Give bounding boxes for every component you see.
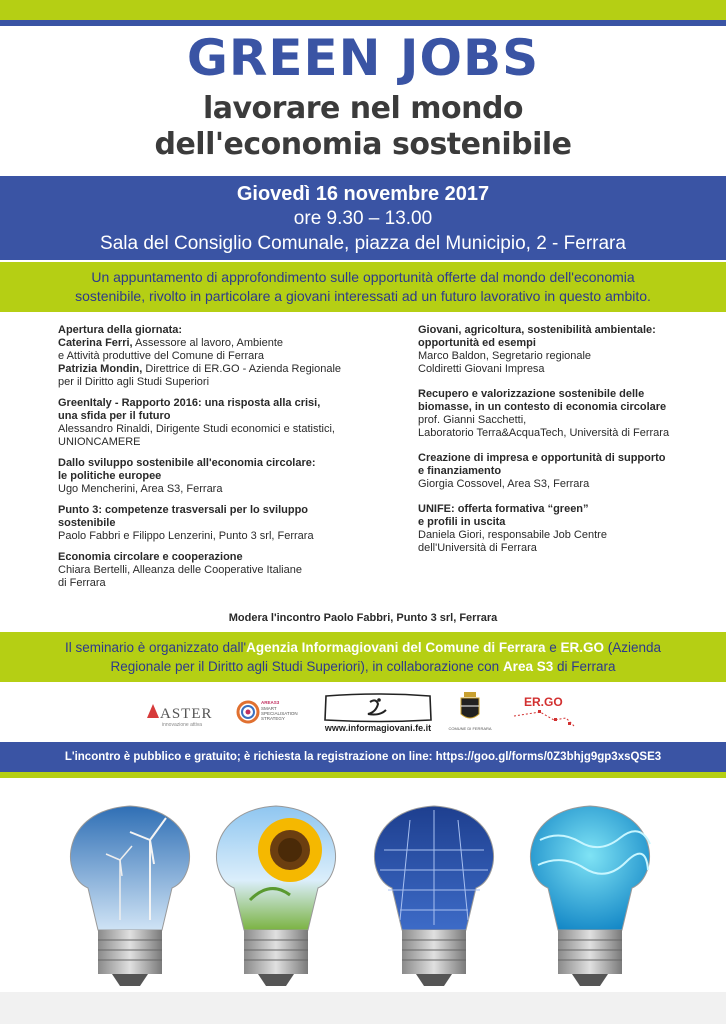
program-item-title-2: le politiche europee bbox=[58, 470, 162, 482]
program-item-title: Recupero e valorizzazione sostenibile delle bbox=[418, 388, 645, 400]
subtitle-line-2: dell'economia sostenibile bbox=[154, 127, 572, 162]
program-line: Daniela Giori, responsabile Job Centre bbox=[418, 529, 607, 541]
program-item-title: UNIFE: offerta formativa “green” bbox=[418, 503, 589, 515]
program-item bbox=[418, 503, 718, 555]
sunflower-bulb-icon bbox=[217, 806, 336, 986]
svg-text:ER.GO: ER.GO bbox=[524, 695, 563, 709]
program-line: Giorgia Cossovel, Area S3, Ferrara bbox=[418, 478, 590, 490]
program-line: Marco Baldon, Segretario regionale bbox=[418, 350, 592, 362]
program-line: per il Diritto agli Studi Superiori bbox=[58, 376, 210, 388]
intro-line-2: sostenibile, rivolto in particolare a giovani interessati ad un futuro lavorativo in questo ambito. bbox=[75, 288, 651, 304]
program-item bbox=[58, 551, 388, 590]
program-item-title: Punto 3: competenze trasversali per lo sviluppo bbox=[58, 504, 309, 516]
registration-bar: L'incontro è pubblico e gratuito; è richiesta la registrazione on line: https://goo.gl/forms/0Z3bhjg9gp3xsQSE3 bbox=[0, 742, 726, 772]
intro-box bbox=[0, 262, 726, 312]
lightbulb-illustrations bbox=[0, 780, 726, 1024]
program-line: e Attività produttive del Comune di Ferrara bbox=[58, 350, 265, 362]
wind-turbine-bulb-icon bbox=[71, 806, 190, 986]
svg-text:ASTER: ASTER bbox=[160, 706, 213, 722]
program-item-title-2: e profili in uscita bbox=[418, 516, 506, 528]
svg-text:COMUNE DI FERRARA: COMUNE DI FERRARA bbox=[448, 726, 492, 731]
aster-logo[interactable] bbox=[145, 690, 225, 734]
top-blue-line bbox=[0, 20, 726, 26]
program-item-title-2: sostenibile bbox=[58, 517, 116, 529]
ergo-logo[interactable] bbox=[510, 690, 580, 734]
registration-green-line bbox=[0, 772, 726, 778]
program-line: Patrizia Mondin, Direttrice di ER.GO - Azienda Regionale bbox=[58, 363, 342, 375]
program-item bbox=[418, 324, 718, 376]
moderator-text: Modera l'incontro Paolo Fabbri, Punto 3 srl, Ferrara bbox=[228, 612, 498, 624]
event-date: Giovedì 16 novembre 2017 bbox=[236, 183, 490, 205]
program-item bbox=[418, 452, 718, 491]
event-time: ore 9.30 – 13.00 bbox=[293, 208, 433, 229]
program-item-title: Giovani, agricoltura, sostenibilità ambientale: bbox=[418, 324, 656, 336]
svg-text:www.informagiovani.fe.it: www.informagiovani.fe.it bbox=[324, 723, 432, 733]
program-item-title-2: biomasse, in un contesto di economia circolare bbox=[418, 401, 667, 413]
page-title: GREEN JOBS bbox=[186, 29, 540, 87]
svg-text:SMART: SMART bbox=[261, 706, 277, 711]
program-item bbox=[58, 397, 388, 449]
svg-text:AREAS3: AREAS3 bbox=[261, 700, 280, 705]
comune-ferrara-logo[interactable] bbox=[448, 690, 492, 734]
svg-text:innovazione attiva: innovazione attiva bbox=[162, 722, 203, 728]
program-item-title: Economia circolare e cooperazione bbox=[58, 551, 243, 563]
informagiovani-logo[interactable] bbox=[318, 690, 438, 734]
program-line: Paolo Fabbri e Filippo Lenzerini, Punto 3 srl, Ferrara bbox=[58, 530, 314, 542]
organizers-box bbox=[0, 632, 726, 682]
program-line: Caterina Ferri, Assessore al lavoro, Ambiente bbox=[58, 337, 284, 349]
program-item-title: Apertura della giornata: bbox=[58, 324, 183, 336]
solar-panel-bulb-icon bbox=[375, 806, 494, 986]
program-line: Coldiretti Giovani Impresa bbox=[418, 363, 545, 375]
program-line: Ugo Mencherini, Area S3, Ferrara bbox=[58, 483, 223, 495]
top-green-bar bbox=[0, 0, 726, 20]
area-s3-logo[interactable] bbox=[236, 690, 306, 734]
subtitle-line-1: lavorare nel mondo bbox=[202, 91, 524, 126]
program-item bbox=[58, 324, 388, 389]
program-right-column bbox=[418, 324, 718, 563]
program-item-title: Dallo sviluppo sostenibile all'economia circolare: bbox=[58, 457, 316, 469]
event-location: Sala del Consiglio Comunale, piazza del Municipio, 2 - Ferrara bbox=[100, 233, 626, 254]
program-item bbox=[58, 457, 388, 496]
program-item-title-2: opportunità ed esempi bbox=[418, 337, 536, 349]
program-line: di Ferrara bbox=[58, 577, 106, 589]
partner-logos bbox=[0, 690, 726, 734]
program-line: Chiara Bertelli, Alleanza delle Cooperative Italiane bbox=[58, 564, 302, 576]
svg-text:SPECIALISATION: SPECIALISATION bbox=[261, 711, 298, 716]
organizers-line-1: Il seminario è organizzato dall'Agenzia Informagiovani del Comune di Ferrara e ER.GO (Azienda bbox=[64, 640, 662, 655]
program-left-column bbox=[58, 324, 388, 598]
program-item-title-2: e finanziamento bbox=[418, 465, 502, 477]
program-item-title: GreenItaly - Rapporto 2016: una risposta alla crisi, bbox=[58, 397, 321, 409]
program-line: prof. Gianni Sacchetti, bbox=[418, 414, 527, 426]
intro-line-1: Un appuntamento di approfondimento sulle opportunità offerte dal mondo dell'economia bbox=[91, 269, 635, 285]
program-item-title: Creazione di impresa e opportunità di supporto bbox=[418, 452, 666, 464]
program-item bbox=[418, 388, 718, 440]
program-line: Alessandro Rinaldi, Dirigente Studi economici e statistici, bbox=[58, 423, 335, 435]
water-bulb-icon bbox=[531, 806, 650, 986]
svg-text:STRATEGY: STRATEGY bbox=[261, 716, 285, 721]
program-line: dell'Università di Ferrara bbox=[418, 542, 537, 554]
event-info-box bbox=[0, 176, 726, 260]
program-line: UNIONCAMERE bbox=[58, 436, 141, 448]
program-item bbox=[58, 504, 388, 543]
program-item-title-2: una sfida per il futuro bbox=[58, 410, 171, 422]
organizers-line-2: Regionale per il Diritto agli Studi Superiori), in collaborazione con Area S3 di Ferrara bbox=[110, 659, 616, 674]
program-line: Laboratorio Terra&AcquaTech, Università di Ferrara bbox=[418, 427, 670, 439]
